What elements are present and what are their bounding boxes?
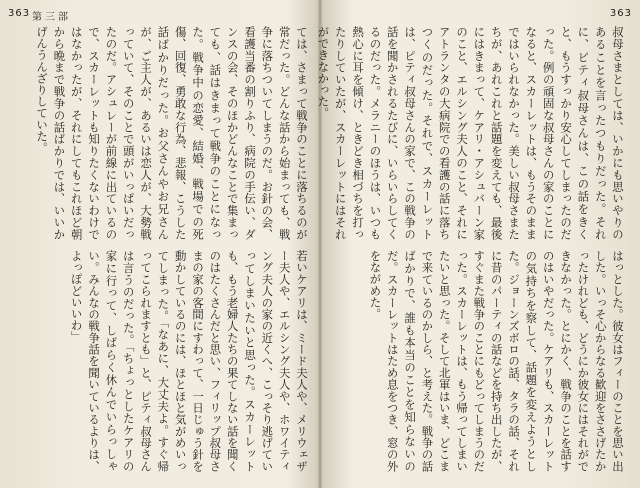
page-number: 363 <box>609 8 632 19</box>
page-number: 363 <box>8 8 31 19</box>
right-page <box>316 0 640 488</box>
text-block-lower: はっとした。彼女はフィーのことを思い出した。いっそ心からなる歓迎をささげたかったけれども、どうにか彼女にはそれができなかった。とにかく、戦争のことを話すのはいやだった。ケアリも、スカーレットの気持ちを察して、話題を変えようとした。ジョーンズボロの話、タラの話、それに昔のパーティの話などを持ち出したが、すぐまた戦争のことにもどってしまうのだった。スカーレットは、もう帰ってしまいたいと思った。そして北軍はいま、どこまで来ているのかしら、と考えた。戦争の話ばかりで、誰も本当のことを知らないのだ。スカーレットはため息をつき、窓の外をながめた。 <box>368 250 625 472</box>
text-block-lower: 若いケアリは、ミード夫人や、メリウェザー夫人や、エルシング夫人や、ホワイティング夫人の家の近くへ、こっそり逃げていってしまいたいと思った。スカーレットも、もう老婦人たちの果てしない話を聞くのはたくさんだと思い、フィリップ叔母さまの家の客間にすわって、一日じゅう針を動かしているのには、ほとほと気がめいってしまった。「なあに、大丈夫よ。すぐ帰ってこられますとも」と、ピティ叔母さんは言うのだった。「ちょっとしたケアリの家に行って、しばらく休んでいらっしゃい。みんなの戦争話を聞いているよりは、よっぽどいいわ」 <box>69 250 309 472</box>
left-page <box>0 0 318 488</box>
text-block-upper: 叔母さまとしては、いかにも思いやりのあることを言ったつもりだった。それに、ピティ叔母さんは、この話をきくと、もうすっかり安心してしまったのだった。例の頑固な叔母さんの家のことになると、スカーレットは、もうそのままではいられなかった。美しい叔母さまたちが、あれこれと話題を変えても、最後にはきまって、ケアリ・アシュバーン家のこと、エルシング夫人のこと、それにアトランタの大病院での看護の話に落ちつくのだった。それで、スカーレットは、ピティ叔母さんの家で、この戦争の話を聞かされるたびに、いらいらしてくるのだった。メラニーのほうは、いつも熱心に耳を傾け、ときどき相づちを打ったりしていたが、スカーレットにはそれができなかった。 <box>316 26 625 240</box>
text-block-upper: ては、さまって戦争のことに落ちるのが常だった。どんな話から始まっても、戦争に落ちついてしまうのだ。お針の会、看護当番の割りふり、病院の手伝い、ダンスの会、そのほかどんなことで集まっても、話はきまって戦争のことになった。戦争中の恋愛、結婚、戦場での死傷、回復、勇敢な行為、悲報、こうした話ばかりだった。お父さんやお兄さんが、ご主人が、あるいは恋人が、大勢戦っていて、そのことで頭がいっぱいだったのだ。アシュレーが前線に出ているので、スカーレットも知りたくないわけではなかったが、それにしてもこれほど朝から晩まで戦争の話ばかりでは、いいかげんうんざりしていた。 <box>35 26 309 240</box>
running-head: 第三部 <box>32 12 71 23</box>
